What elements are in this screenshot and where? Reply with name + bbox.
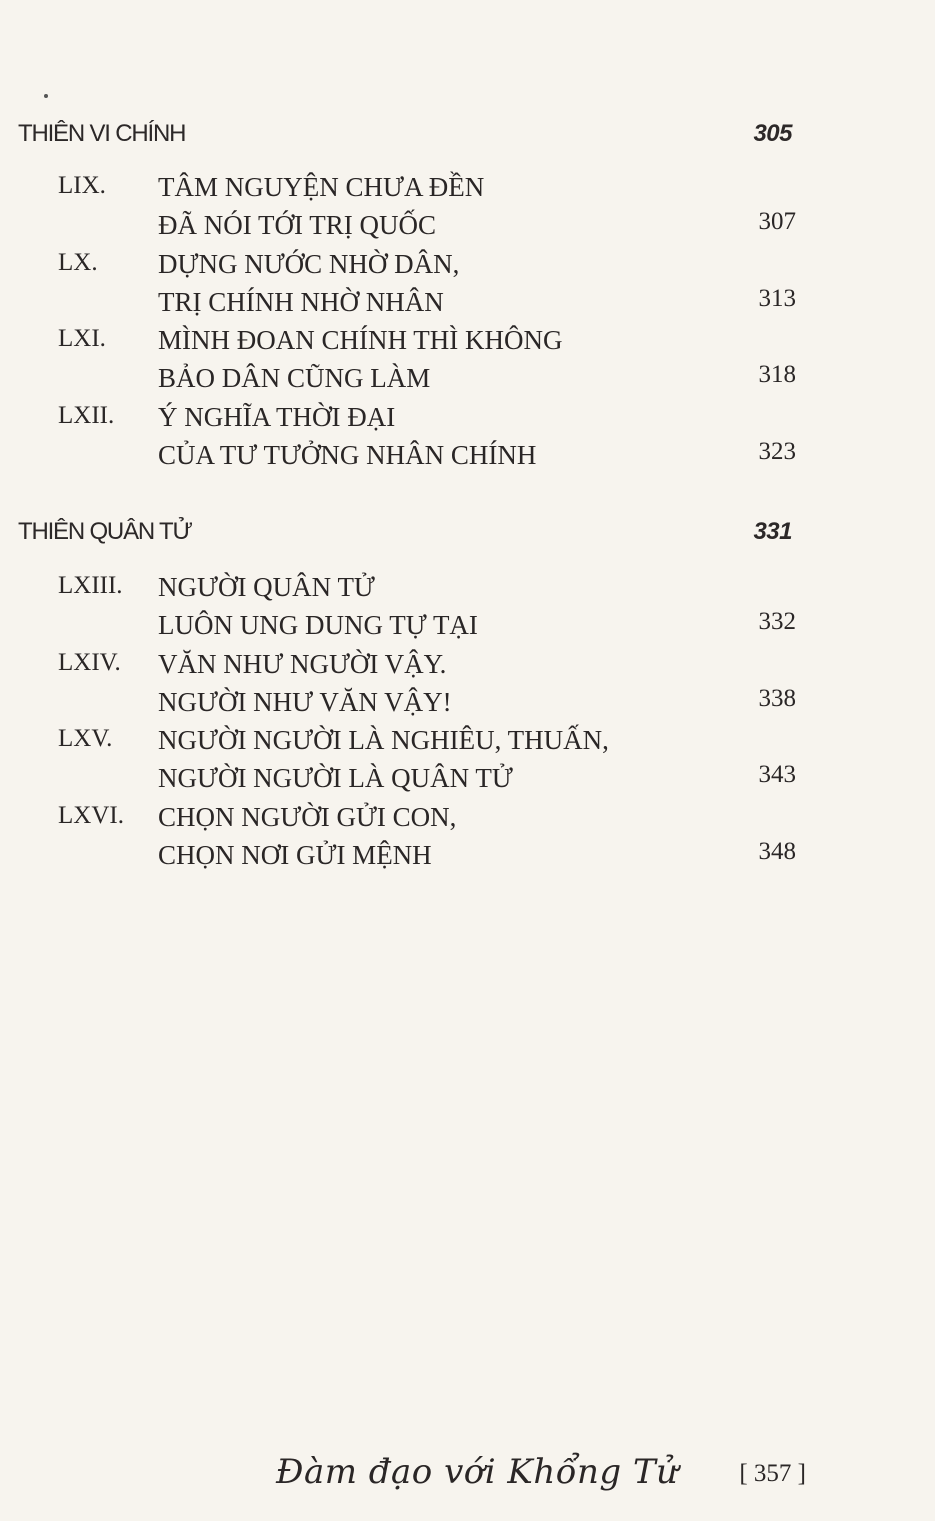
chapter-page-number: 318 [758, 361, 796, 388]
chapter-title-line-1: NGƯỜI QUÂN TỬ [158, 572, 375, 602]
toc-entry [0, 572, 935, 648]
chapter-page-number: 343 [758, 761, 796, 788]
chapter-title-line-2: NGƯỜI NGƯỜI LÀ QUÂN TỬ [158, 763, 513, 793]
toc-entry [0, 802, 935, 878]
ink-speck [44, 94, 48, 98]
section-title: THIÊN QUÂN TỬ [18, 518, 192, 545]
chapter-page-number: 307 [758, 208, 796, 235]
chapter-page-number: 338 [758, 685, 796, 712]
chapter-number: LXII. [58, 402, 115, 429]
chapter-number: LXIV. [58, 649, 121, 676]
chapter-title-line-2: LUÔN UNG DUNG TỰ TẠI [158, 610, 478, 640]
chapter-page-number: 313 [758, 285, 796, 312]
chapter-title-line-2: BẢO DÂN CŨNG LÀM [158, 363, 431, 393]
chapter-page-number: 323 [758, 438, 796, 465]
toc-entry [0, 725, 935, 801]
chapter-title-line-2: CHỌN NƠI GỬI MỆNH [158, 840, 432, 870]
chapter-title-line-2: TRỊ CHÍNH NHỜ NHÂN [158, 287, 444, 317]
page-footer [276, 1452, 806, 1512]
book-title: Đàm đạo với Khổng Tử [276, 1452, 679, 1492]
toc-entry [0, 249, 935, 325]
chapter-page-number: 332 [758, 608, 796, 635]
chapter-page-number: 348 [758, 838, 796, 865]
section-heading-vi-chinh [18, 120, 796, 160]
section-heading-quan-tu [18, 518, 796, 558]
chapter-title-line-2: ĐÃ NÓI TỚI TRỊ QUỐC [158, 210, 436, 240]
chapter-title-line-2: NGƯỜI NHƯ VĂN VẬY! [158, 687, 452, 717]
chapter-title-line-1: VĂN NHƯ NGƯỜI VẬY. [158, 649, 447, 679]
chapter-number: LXVI. [58, 802, 124, 829]
section-page-number: 331 [753, 518, 792, 545]
section-page-number: 305 [753, 120, 792, 147]
toc-entry [0, 649, 935, 725]
page-number: [ 357 ] [739, 1460, 806, 1487]
chapter-number: LXI. [58, 325, 106, 352]
toc-entry [0, 402, 935, 478]
toc-entry [0, 172, 935, 248]
chapter-title-line-1: TÂM NGUYỆN CHƯA ĐỀN [158, 172, 485, 202]
section-title: THIÊN VI CHÍNH [18, 120, 186, 147]
chapter-title-line-1: DỰNG NƯỚC NHỜ DÂN, [158, 249, 460, 279]
chapter-title-line-1: MÌNH ĐOAN CHÍNH THÌ KHÔNG [158, 325, 563, 355]
chapter-number: LIX. [58, 172, 106, 199]
chapter-number: LXV. [58, 725, 113, 752]
chapter-number: LX. [58, 249, 98, 276]
chapter-title-line-1: CHỌN NGƯỜI GỬI CON, [158, 802, 457, 832]
chapter-number: LXIII. [58, 572, 123, 599]
chapter-title-line-2: CỦA TƯ TƯỞNG NHÂN CHÍNH [158, 440, 537, 470]
chapter-title-line-1: NGƯỜI NGƯỜI LÀ NGHIÊU, THUẤN, [158, 725, 609, 755]
toc-entry [0, 325, 935, 401]
chapter-title-line-1: Ý NGHĨA THỜI ĐẠI [158, 402, 396, 432]
